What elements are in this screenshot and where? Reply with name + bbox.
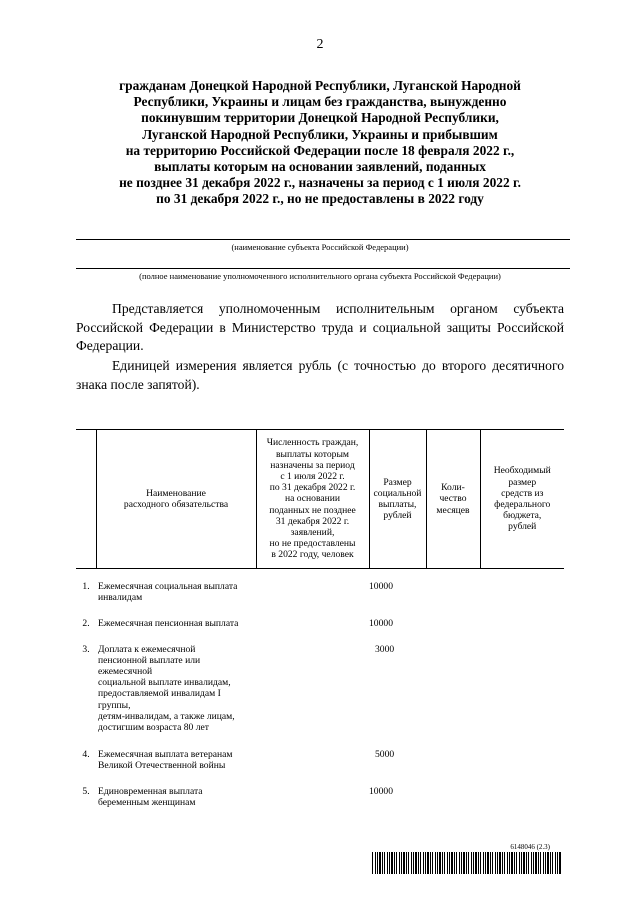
document-title (60, 78, 580, 208)
barcode-bar (475, 852, 477, 874)
table-row (76, 786, 564, 808)
row-months (426, 749, 480, 771)
barcode-bar (432, 852, 433, 874)
row-count (256, 581, 369, 603)
row-name: Единовременная выплата беременным женщинам (98, 785, 203, 808)
barcode-bar (375, 852, 376, 874)
barcode-bar (451, 852, 453, 874)
row-count (256, 749, 369, 771)
barcode-bar (396, 852, 397, 874)
header-months: Коли- чество месяцев (426, 430, 480, 569)
barcode-bar (430, 852, 431, 874)
row-count (256, 786, 369, 808)
title-line: покинувшим территории Донецкой Народной Республики, (141, 110, 499, 126)
barcode-bar (391, 852, 393, 874)
barcode-bar (471, 852, 472, 874)
barcode-bar (480, 852, 481, 874)
row-count (256, 618, 369, 629)
barcode-bar (394, 852, 395, 874)
paragraph-text: Представляется уполномоченным исполнительным органом субъекта Российской Федерации в Министерство труда и социальной защиты Российской Федерации. (76, 301, 564, 353)
barcode-bar (531, 852, 532, 874)
barcode-bar (384, 852, 385, 874)
row-months (426, 581, 480, 603)
barcode-bar (418, 852, 419, 874)
barcode-bar (490, 852, 491, 874)
barcode-bar (408, 852, 409, 874)
barcode-bar (377, 852, 378, 874)
row-needed (480, 618, 564, 629)
subject-fill-line (76, 239, 570, 240)
barcode-bar (379, 852, 381, 874)
barcode-bar (521, 852, 522, 874)
barcode-bar (495, 852, 496, 874)
barcode-bar (550, 852, 551, 874)
barcode-bar (425, 852, 426, 874)
row-needed (480, 749, 564, 771)
barcode-bar (473, 852, 474, 874)
barcode-bar (439, 852, 441, 874)
title-line: выплаты которым на основании заявлений, поданных (154, 159, 486, 175)
barcode-bar (447, 852, 448, 874)
barcode-bar (559, 852, 561, 874)
title-line: не позднее 31 декабря 2022 г., назначены за период с 1 июля 2022 г. (119, 175, 521, 191)
row-needed (480, 644, 564, 734)
row-needed (480, 786, 564, 808)
barcode-bar (435, 852, 436, 874)
table-row (76, 618, 564, 629)
obligations-table (76, 429, 564, 808)
row-num: 4. (82, 749, 90, 761)
header-citizen-count: Численность граждан, выплаты которым назначены за период с 1 июля 2022 г. по 31 декабря 2022 г. на основании поданных не позднее 31 декабря 2022 г. заявлений, но не предоставлены в 2022 году, человек (256, 430, 369, 569)
authority-fill-line (76, 268, 570, 269)
row-months (426, 786, 480, 808)
barcode-bar (437, 852, 438, 874)
barcode-bar (401, 852, 402, 874)
barcode-number: 6148046 (2.3) (510, 843, 550, 851)
barcode-bar (552, 852, 553, 874)
row-name: Ежемесячная выплата ветеранам Великой Отечественной войны (98, 749, 233, 772)
barcode-bar (399, 852, 400, 874)
barcode-bar (535, 852, 537, 874)
barcode-bar (461, 852, 462, 874)
barcode-bar (387, 852, 388, 874)
barcode-bar (514, 852, 515, 874)
row-amount: 10000 (369, 581, 393, 592)
row-amount: 5000 (375, 749, 395, 761)
barcode-bar (403, 852, 405, 874)
row-amount: 3000 (375, 643, 395, 655)
row-name: Ежемесячная социальная выплата инвалидам (98, 581, 238, 604)
barcode-bar (511, 852, 513, 874)
row-needed (480, 581, 564, 603)
row-amount: 10000 (369, 618, 393, 630)
row-months (426, 618, 480, 629)
barcode-bar (423, 852, 424, 874)
table-header-row (76, 430, 564, 569)
table-row (76, 581, 564, 603)
barcode-bar (382, 852, 383, 874)
barcode-bar (415, 852, 417, 874)
barcode-bar (523, 852, 525, 874)
barcode-image (372, 852, 564, 874)
table-row (76, 749, 564, 771)
title-line: на территорию Российской Федерации после 18 февраля 2022 г., (125, 142, 515, 158)
page-number: 2 (316, 37, 324, 52)
barcode-bar (507, 852, 508, 874)
row-num: 5. (82, 785, 90, 797)
barcode-bar (483, 852, 484, 874)
barcode-bar (444, 852, 445, 874)
row-name: Ежемесячная пенсионная выплата (98, 618, 239, 630)
barcode-bar (413, 852, 414, 874)
barcode-bar (427, 852, 429, 874)
barcode-bar (499, 852, 501, 874)
barcode-bar (449, 852, 450, 874)
barcode-bar (540, 852, 541, 874)
subject-caption: (наименование субъекта Российской Федерации) (231, 242, 409, 252)
barcode-bar (538, 852, 539, 874)
barcode-bar (497, 852, 498, 874)
table-row (76, 644, 564, 734)
barcode-bar (454, 852, 455, 874)
row-num: 3. (82, 643, 90, 655)
barcode-bar (442, 852, 443, 874)
barcode-bar (528, 852, 529, 874)
paragraph-text: Единицей измерения является рубль (с точностью до второго десятичного знака после запятой). (76, 358, 564, 392)
barcode-bar (545, 852, 546, 874)
barcode-bar (519, 852, 520, 874)
barcode-bar (420, 852, 421, 874)
barcode-bar (547, 852, 549, 874)
barcode-bar (466, 852, 467, 874)
barcode-bar (372, 852, 373, 874)
title-line: Луганской Народной Республики, Украины и прибывшим (142, 126, 498, 142)
header-federal-funds: Необходимый размер средств из федерального бюджета, рублей (480, 430, 564, 569)
barcode-bar (468, 852, 469, 874)
barcode-bar (478, 852, 479, 874)
row-num: 1. (82, 581, 90, 592)
barcode-bar (504, 852, 505, 874)
title-line: по 31 декабря 2022 г., но не предоставлены в 2022 году (156, 191, 484, 207)
barcode-bar (555, 852, 556, 874)
barcode-bar (487, 852, 489, 874)
barcode-bar (463, 852, 465, 874)
barcode-bar (389, 852, 390, 874)
barcode-bar (459, 852, 460, 874)
barcode-bar (509, 852, 510, 874)
intro-paragraph (76, 300, 564, 356)
barcode-bar (411, 852, 412, 874)
barcode-bar (492, 852, 493, 874)
unit-paragraph (76, 357, 564, 394)
barcode-bar (543, 852, 544, 874)
barcode-bar (456, 852, 457, 874)
row-amount: 10000 (369, 785, 393, 797)
barcode-bar (502, 852, 503, 874)
row-name: Доплата к ежемесячной пенсионной выплате или ежемесячной социальной выплате инвалидам, предоставляемой инвалидам I группы, детям-инвалидам, а также лицам, достигшим возраста 80 лет (98, 643, 235, 734)
barcode-bar (533, 852, 534, 874)
barcode-bar (485, 852, 486, 874)
row-count (256, 644, 369, 734)
row-num: 2. (82, 618, 90, 630)
authority-caption: (полное наименование уполномоченного исполнительного органа субъекта Российской Федерации) (139, 271, 501, 281)
header-obligation-name: Наименование расходного обязательства (96, 430, 256, 569)
title-line: гражданам Донецкой Народной Республики, Луганской Народной (119, 78, 521, 93)
barcode-bar (516, 852, 517, 874)
header-payment-amount: Размер социальной выплаты, рублей (369, 430, 426, 569)
row-months (426, 644, 480, 734)
barcode-bar (557, 852, 558, 874)
barcode-bar (406, 852, 407, 874)
barcode-bar (526, 852, 527, 874)
title-line: Республики, Украины и лицам без гражданства, вынужденно (133, 94, 507, 110)
header-num (76, 430, 96, 569)
